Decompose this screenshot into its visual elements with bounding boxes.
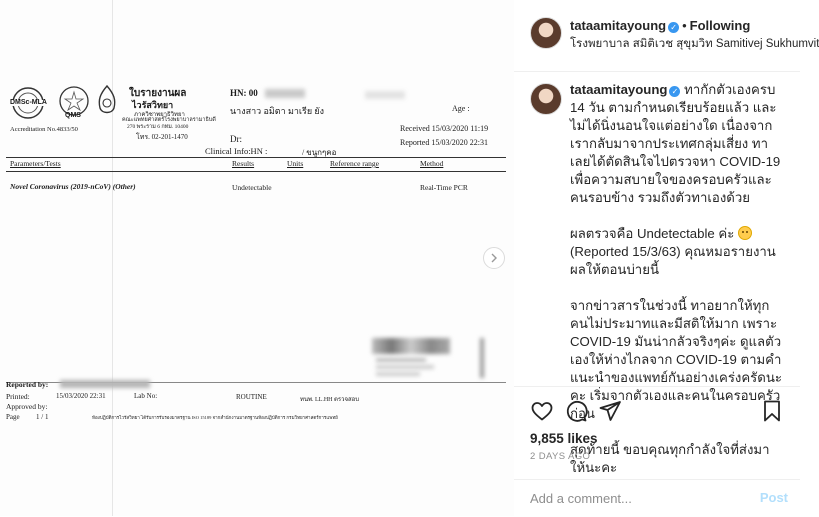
post-header [514,0,819,72]
accreditation-logo: DMSc-MLA [8,86,48,125]
post-comment-button[interactable]: Post [759,490,788,505]
avatar[interactable] [530,17,562,49]
redacted-reporter [60,380,150,388]
comment-icon[interactable] [564,399,588,423]
caption-avatar[interactable] [530,83,562,115]
caption-text-2: ผลตรวจคือ Undetectable ค่ะ [570,226,735,241]
heart-icon[interactable] [530,399,554,423]
location-link[interactable]: โรงพยาบาล สมิติเวช สุขุมวิท Samitivej Sukhumvit [570,38,819,50]
caption-text-4: จากข่าวสารในช่วงนี้ ทาอยากให้ทุกคนไม่ประมาทและมีสติให้มาก เพราะ COVID-19 มันน่ากลัวจริงๆค่ะ ดูแลตัวเองให้ห่างไกลจาก COVID-19 ตามคำแนะนำของแพทย์กันอย่างเคร่งครัดนะคะ เริ่มจากตัวเองและคนในครอบครัวก่อน [570,298,782,421]
caption-username[interactable]: tataamitayoung [570,82,668,97]
chevron-right-icon [489,253,499,263]
header-user-line [570,18,750,33]
caption-text-1: ทากักตัวเองครบ 14 วัน ตามกำหนดเรียบร้อยแล้ว และไม่ได้นิ่งนอนใจแต่อย่างใด เนื่องจากเรากลับมาจากประเทศกลุ่มเสี่ยง ทาเลยได้ตัดสินใจไปตรวจหา COVID-19 เพื่อความสบายใจของครอบครัวและคนรอบข้าง รวมถึงตัวทาเองด้วย [570,82,781,205]
smile-emoji-icon [738,226,752,240]
next-image-button[interactable] [483,247,505,269]
redacted-hn [265,89,305,98]
redacted-id [365,91,405,99]
likes-count[interactable]: 9,855 likes [530,431,598,446]
share-icon[interactable] [598,399,622,423]
post-actions [514,386,800,516]
username-link[interactable]: tataamitayoung [570,18,667,33]
barcode-sticker [362,336,462,384]
post-sidebar [514,0,819,516]
lab-report-document: DMSc-MLA QMS Accreditation No.4833/50 ใบรายงานผล ไวรัสวิทยา ภาควิชาพยาธิวิทยา คณะแพทยศาสตร์โรงพยาบาลรามาธิบดี 270 พระราม 6 กทม. 10400 โทร. 02-201-1470 HN: 00 นางสาว อมิตา มาเรีย ยัง Age : Dr: Received 15/03/2020 11:19 Reported 15/03/2020 22:31 Clinical Info:HN : / ขนูกๆคอ Parameters/Tests Results Units Reference range Method Novel Coronavirus (2019-nCoV) (Other) Undetectable Real-Time PCR Reported by: Printed: 15/03/2020 22:31 Lab No: ROUTINE ทนพ. LL.HH ตรวจสอบ Approved by: Page 1 / 1 ห้องปฏิบัติการไวรัสวิทยา ได้รับการรับรองมาตรฐาน ISO 15189 จากสำนักงานมาตรฐานห้องปฏิบัติการ กรมวิทยาศาสตร์การแพทย์ [0,0,514,516]
verified-icon: ✓ [668,22,679,33]
paper-fold [112,0,113,516]
header-rule [6,157,506,158]
post-date[interactable]: 2 DAYS AGO [530,451,591,462]
comment-input[interactable] [530,480,750,516]
hospital-emblem [94,84,120,123]
side-barcode [480,338,484,378]
following-button[interactable]: Following [689,18,751,33]
separator-dot: • [682,18,687,33]
caption-text-5: สุดท้ายนี้ ขอบคุณทุกกำลังใจที่ส่งมาให้นะคะ [570,442,770,475]
qms-logo: QMS [56,84,92,127]
action-icon-row [530,399,784,425]
caption-text-3: (Reported 15/3/63) คุณหมอรายงานผลให้ตอนบ่ายนี้ [570,244,776,277]
column-rule [6,171,506,172]
verified-icon: ✓ [669,86,680,97]
bookmark-icon[interactable] [760,399,784,423]
comment-bar [514,479,800,517]
